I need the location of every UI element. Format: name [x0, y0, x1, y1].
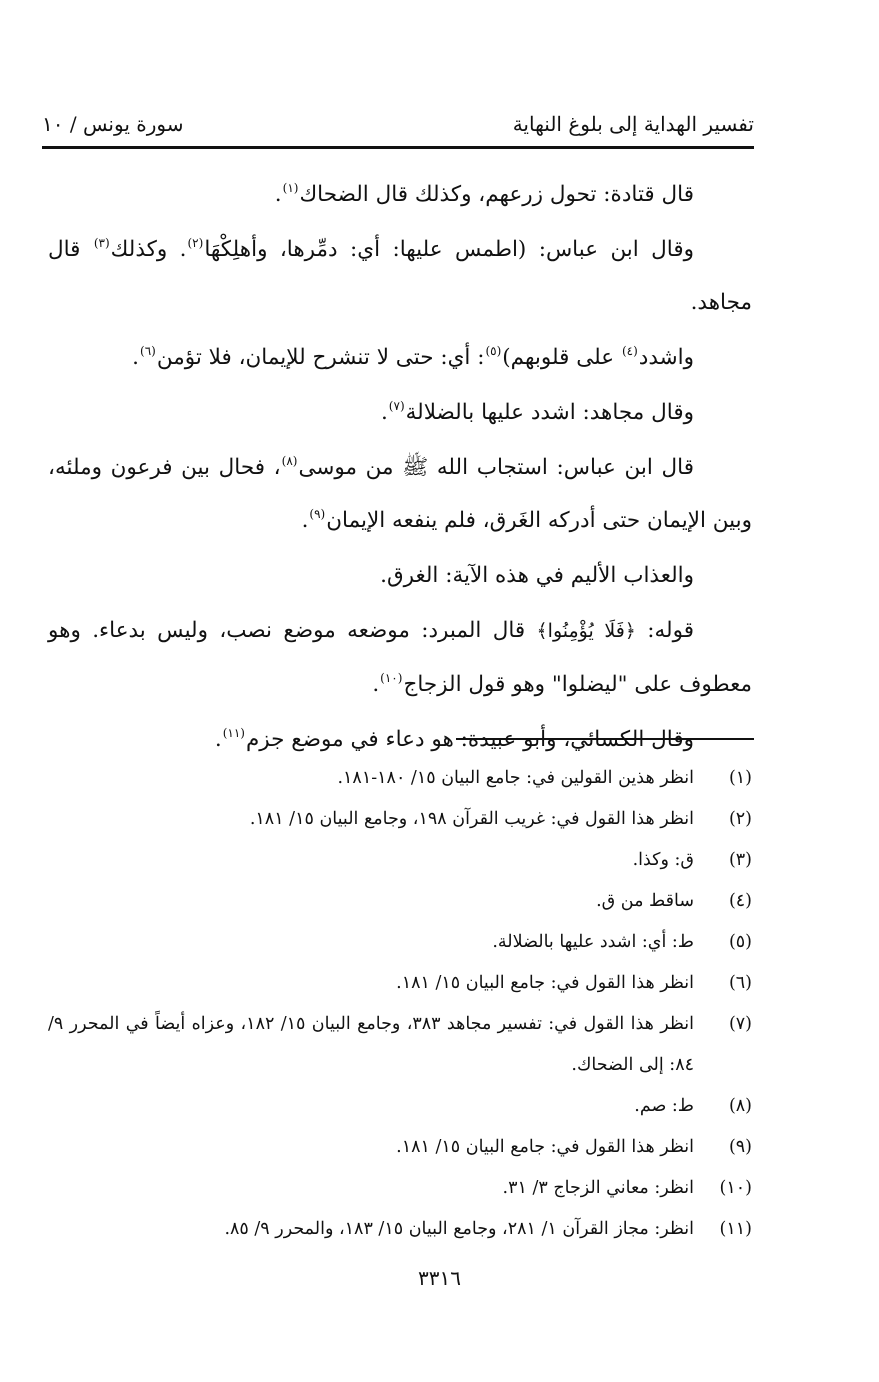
- section-title: سورة يونس / ١٠: [42, 112, 184, 136]
- paragraph-text: .: [132, 345, 139, 370]
- footnote-ref: (٥): [485, 344, 502, 358]
- footnote-separator: [456, 738, 754, 740]
- footnote-text: ق: وكذا.: [632, 850, 694, 870]
- footnote-ref: (١١): [222, 726, 245, 740]
- paragraph: [48, 441, 752, 547]
- footnote-text: انظر هذا القول في: غريب القرآن ١٩٨، وجامع البيان ١٥/ ١٨١.: [249, 809, 694, 829]
- paragraph: [48, 386, 752, 439]
- paragraph-text: ، فحال بين فرعون وملئه، وبين الإيمان حتى أدركه الغَرق، فلم ينفعه الإيمان: [48, 455, 752, 533]
- footnote-number: (٦): [728, 973, 752, 993]
- footnote-text: ساقط من ق.: [596, 891, 694, 911]
- footnote-number: (٨): [728, 1096, 752, 1116]
- footnote-number: (٥): [728, 932, 752, 952]
- main-text: [48, 168, 752, 768]
- paragraph-text: وقال مجاهد: اشدد عليها بالضلالة: [405, 400, 694, 425]
- footnote-ref: (٨): [281, 454, 298, 468]
- footnote: [48, 799, 752, 840]
- paragraph: [48, 331, 752, 384]
- paragraph-text: قوله:: [635, 618, 694, 643]
- paragraph-text: .: [372, 672, 380, 697]
- footnote-number: (٧): [728, 1014, 752, 1034]
- paragraph-text: وقال ابن عباس: (اطمس عليها: أي: دمِّرها، وأهلِكْهَا: [204, 237, 694, 262]
- footnote-ref: (٦): [140, 344, 156, 358]
- footnote: [48, 1168, 752, 1209]
- footnote-text: ط: صم.: [634, 1096, 694, 1116]
- footnote: [48, 1209, 752, 1250]
- footnote-ref: (١٠): [380, 671, 403, 685]
- footnote-text: انظر هذا القول في: جامع البيان ١٥/ ١٨١.: [396, 973, 694, 993]
- footnote-number: (٩): [728, 1137, 752, 1157]
- footnote-text: انظر: معاني الزجاج ٣/ ٣١.: [502, 1178, 694, 1198]
- paragraph-text: .: [380, 400, 388, 425]
- paragraph: [48, 168, 752, 221]
- paragraph: [48, 549, 752, 602]
- footnote: [48, 1086, 752, 1127]
- paragraph-text: قال قتادة: تحول زرعهم، وكذلك قال الضحاك: [299, 182, 694, 207]
- paragraph-text: قال ابن عباس: استجاب الله ﷺ من موسى: [298, 455, 694, 480]
- paragraph-text: قال المبرد: موضعه موضع نصب، وليس بدعاء. وهو معطوف على "ليضلوا" وهو قول الزجاج: [48, 618, 752, 697]
- footnotes: [48, 758, 752, 1250]
- footnote-number: (٣): [728, 850, 752, 870]
- paragraph: [48, 223, 752, 329]
- footnote-ref: (٧): [388, 399, 405, 413]
- paragraph-text: واشدد: [638, 345, 694, 370]
- footnote-ref: (٢): [187, 236, 204, 250]
- paragraph: [48, 604, 752, 711]
- footnote-number: (٤): [728, 891, 752, 911]
- running-header: [42, 112, 754, 136]
- paragraph-text: : أي: حتى لا تنشرح للإيمان، فلا تؤمن: [156, 345, 485, 370]
- paragraph-text: .: [274, 182, 282, 207]
- footnote-number: (١٠): [719, 1178, 752, 1198]
- quran-quote: ﴿فَلَا يُؤْمِنُوا﴾: [536, 620, 636, 642]
- footnote-ref: (٣): [93, 236, 110, 250]
- header-rule: [42, 146, 754, 149]
- paragraph-text: .: [214, 727, 222, 752]
- footnote: [48, 840, 752, 881]
- footnote-number: (١): [728, 768, 752, 788]
- footnote-text: انظر هذا القول في: جامع البيان ١٥/ ١٨١.: [396, 1137, 694, 1157]
- book-title: تفسير الهداية إلى بلوغ النهاية: [512, 112, 754, 136]
- paragraph-text: قال مجاهد.: [48, 237, 752, 315]
- footnote: [48, 1127, 752, 1168]
- footnote-ref: (٤): [621, 344, 638, 358]
- footnote-text: ط: أي: اشدد عليها بالضلالة.: [492, 932, 694, 952]
- page-number: ٣٣١٦: [418, 1266, 461, 1290]
- footnote-number: (٢): [728, 809, 752, 829]
- footnote: [48, 881, 752, 922]
- paragraph-text: والعذاب الأليم في هذه الآية: الغرق.: [380, 563, 694, 588]
- footnote-number: (١١): [719, 1219, 752, 1239]
- footnote-ref: (١): [282, 181, 299, 195]
- paragraph-text: وقال الكسائي، وأبو عبيدة: هو دعاء في موضع جزم: [245, 727, 694, 752]
- footnote-text: انظر هذين القولين في: جامع البيان ١٥/ ١٨٠-١٨١.: [337, 768, 694, 788]
- footnote: [48, 963, 752, 1004]
- paragraph-text: على قلوبهم): [502, 345, 621, 370]
- footnote: [48, 922, 752, 963]
- paragraph-text: . وكذلك: [110, 237, 187, 262]
- footnote: [48, 1004, 752, 1086]
- paragraph-text: .: [301, 508, 309, 533]
- footnote: [48, 758, 752, 799]
- footnote-text: انظر هذا القول في: تفسير مجاهد ٣٨٣، وجامع البيان ١٥/ ١٨٢، وعزاه أيضاً في المحرر ٩/ ٨٤: إلى الضحاك.: [48, 1014, 694, 1075]
- footnote-ref: (٩): [309, 507, 326, 521]
- footnote-text: انظر: مجاز القرآن ١/ ٢٨١، وجامع البيان ١٥/ ١٨٣، والمحرر ٩/ ٨٥.: [224, 1219, 694, 1239]
